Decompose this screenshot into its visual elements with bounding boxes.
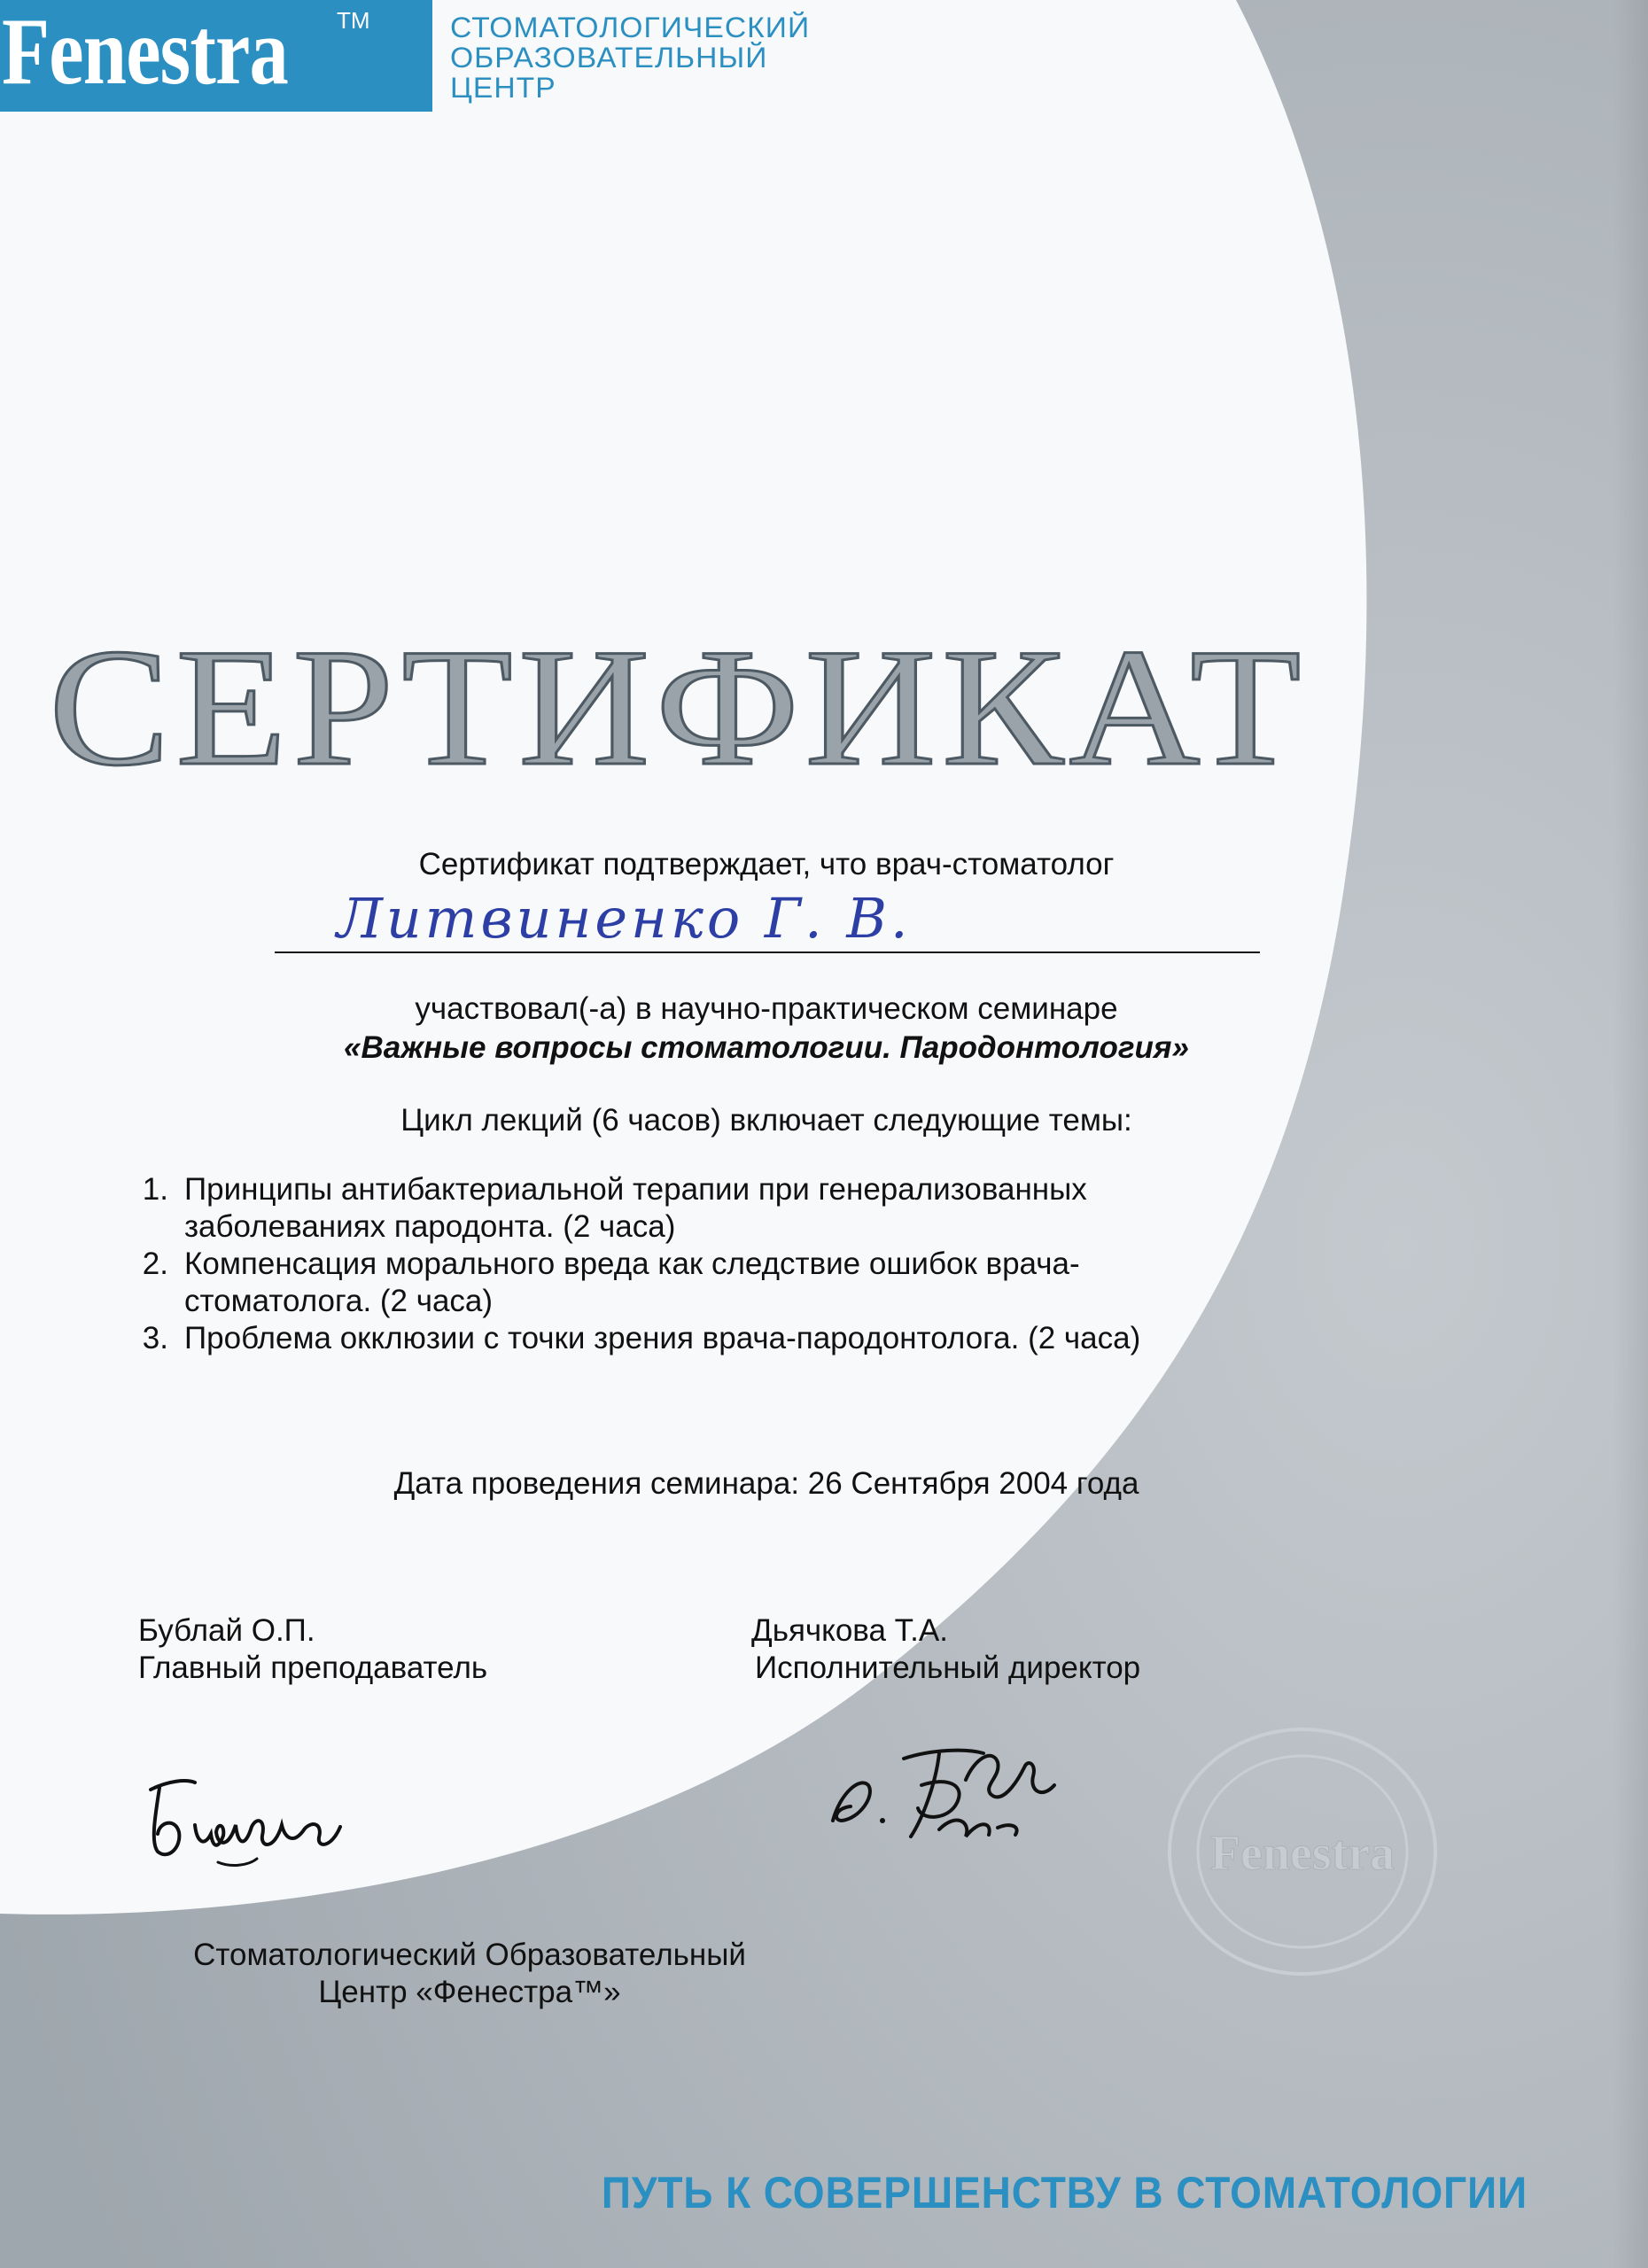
recipient-name-handwritten: Литвиненко Г. В. bbox=[337, 886, 912, 951]
logo-box bbox=[0, 0, 432, 112]
topic-number: 3. bbox=[142, 1321, 168, 1355]
topic-number: 1. bbox=[142, 1172, 168, 1207]
logo-trademark: TM bbox=[337, 7, 370, 34]
participation-text: участвовал(-а) в научно-практическом семинаре bbox=[415, 991, 1118, 1026]
recipient-underline bbox=[275, 951, 1260, 953]
topics-list bbox=[106, 1171, 1347, 1357]
organization-line-2: Центр «Фенестра™» bbox=[318, 1975, 621, 2009]
topic-text: Проблема окклюзии с точки зрения врача-пародонтолога. (2 часа) bbox=[184, 1321, 1141, 1355]
list-item bbox=[106, 1320, 1347, 1357]
slogan: ПУТЬ К СОВЕРШЕНСТВУ В СТОМАТОЛОГИИ bbox=[601, 2168, 1528, 2218]
logo-wordmark: Fenestra bbox=[2, 0, 288, 105]
certificate-title: СЕРТИФИКАТ bbox=[49, 615, 1307, 801]
center-name bbox=[450, 12, 811, 104]
seminar-date: Дата проведения семинара: 26 Сентября 2004 года bbox=[393, 1466, 1139, 1501]
center-name-line-2: ОБРАЗОВАТЕЛЬНЫЙ bbox=[450, 42, 768, 74]
seal-text: Fenestra bbox=[1209, 1826, 1395, 1881]
signatory-1-role: Главный преподаватель bbox=[138, 1651, 488, 1685]
embossed-seal bbox=[1152, 1719, 1453, 1984]
organization-line-1: Стоматологический Образовательный bbox=[193, 1938, 746, 1972]
signature-1-image bbox=[133, 1763, 363, 1878]
center-name-line-3: ЦЕНТР bbox=[450, 72, 556, 104]
topic-number: 2. bbox=[142, 1247, 168, 1281]
paper-edge-shadow bbox=[1613, 0, 1648, 2268]
cycle-intro: Цикл лекций (6 часов) включает следующие темы: bbox=[400, 1103, 1132, 1138]
list-item bbox=[106, 1246, 1347, 1320]
signatory-1-name: Бублай О.П. bbox=[138, 1613, 315, 1648]
topic-text: Компенсация морального вреда как следствие ошибок врача- bbox=[184, 1247, 1080, 1281]
signature-2-image bbox=[815, 1723, 1099, 1856]
seminar-title: «Важные вопросы стоматологии. Пародонтология» bbox=[344, 1030, 1189, 1065]
signatory-2-role: Исполнительный директор bbox=[755, 1651, 1141, 1685]
topic-text-cont: заболеваниях пародонта. (2 часа) bbox=[184, 1209, 676, 1244]
topic-text-cont: стоматолога. (2 часа) bbox=[184, 1284, 494, 1318]
list-item bbox=[106, 1171, 1347, 1246]
center-name-line-1: СТОМАТОЛОГИЧЕСКИЙ bbox=[450, 12, 811, 43]
signatory-2-name: Дьячкова Т.А. bbox=[751, 1613, 948, 1648]
intro-text: Сертификат подтверждает, что врач-стоматолог bbox=[418, 847, 1115, 882]
topic-text: Принципы антибактериальной терапии при генерализованных bbox=[184, 1172, 1087, 1207]
